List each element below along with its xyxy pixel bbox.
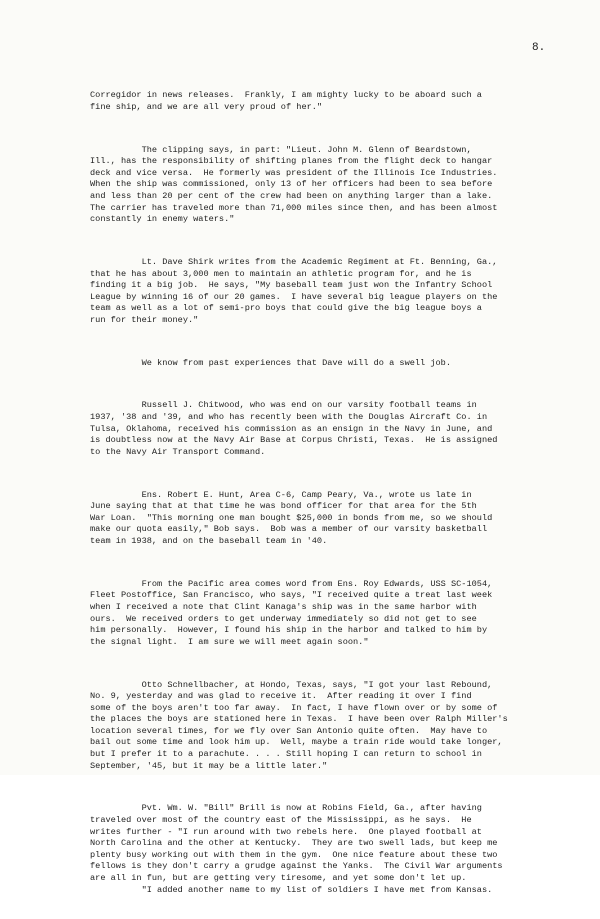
letter-body: [90, 67, 542, 919]
paragraph-roy-edwards: From the Pacific area comes word from Ens. Roy Edwards, USS SC-1054, Fleet Postoffice, San Francisco, who says, "I received quite a treat last week when I received a note that Clint Kanaga's ship was in the same harbor with ours. We received orders to get underway immediately so did not get to see him personally. However, I found his ship in the harbor and talked to him by the signal light. I am sure we will meet again soon.": [90, 578, 493, 647]
paragraph-bill-brill: Pvt. Wm. W. "Bill" Brill is now at Robins Field, Ga., after having traveled over most of the country east of the Mississippi, as he says. He writes further - "I run around with two rebels here. One played football at North Carolina and the other at Kentucky. They are two swell lads, but keep me plenty busy working out with them in the gym. One nice feature about these two fellows is they don't carry a grudge against the Yanks. The Civil War arguments are all in fun, but are getting very tiresome, and yet some don't let up. "I added another name to my list of soldiers I have met from Kansas.: [90, 803, 503, 895]
paragraph-clipping-glenn: The clipping says, in part: "Lieut. John M. Glenn of Beardstown, Ill., has the responsibility of shifting planes from the flight deck to hangar deck and vice versa. He formerly was president of the Illinois Ice Industries. When the ship was commissioned, only 13 of her officers had been to sea before and less than 20 per cent of the crew had been on anything larger than a lake. The carrier has traveled more than 71,000 miles since then, and has been almost constantly in enemy waters.": [90, 144, 498, 225]
paragraph-robert-hunt: Ens. Robert E. Hunt, Area C-6, Camp Peary, Va., wrote us late in June saying that at that time he was bond officer for that area for the 5th War Loan. "This morning one man bought $25,000 in bonds from me, so we should make our quota easily," Bob says. Bob was a member of our varsity basketball team in 1938, and on the baseball team in '40.: [90, 489, 493, 546]
paragraph-russell-chitwood: Russell J. Chitwood, who was end on our varsity football teams in 1937, '38 and '39, and who has recently been with the Douglas Aircraft Co. in Tulsa, Oklahoma, received his commission as an ensign in the Navy in June, and is doubtless now at the Navy Air Base at Corpus Christi, Texas. He is assigned to the Navy Air Transport Command.: [90, 400, 498, 457]
paragraph-corregidor-closing: Corregidor in news releases. Frankly, I am mighty lucky to be aboard such a fine ship, and we are all very proud of her.": [90, 90, 482, 112]
page-number: 8.: [532, 42, 546, 54]
paragraph-dave-swell-job: We know from past experiences that Dave will do a swell job.: [90, 357, 451, 368]
paragraph-dave-shirk: Lt. Dave Shirk writes from the Academic Regiment at Ft. Benning, Ga., that he has about 3,000 men to maintain an athletic program for, and he is finding it a big job. He says, "My baseball team just won the Infantry School League by winning 16 of our 20 games. I have several big league players on the team as well as a lot of semi-pro boys that could give the big league boys a run for their money.": [90, 256, 498, 325]
paragraph-otto-schnellbacher: Otto Schnellbacher, at Hondo, Texas, says, "I got your last Rebound, No. 9, yesterday and was glad to receive it. After reading it over I find some of the boys aren't too far away. In fact, I have flown over or by some of the places the boys are stationed here in Texas. I have been over Ralph Miller's location several times, for we fly over San Antonio quite often. May have to bail out some time and look him up. Well, maybe a train ride would take longer, but I prefer it to a parachute. . . . Still hoping I can return to school in September, '45, but it may be a little later.": [90, 679, 508, 771]
